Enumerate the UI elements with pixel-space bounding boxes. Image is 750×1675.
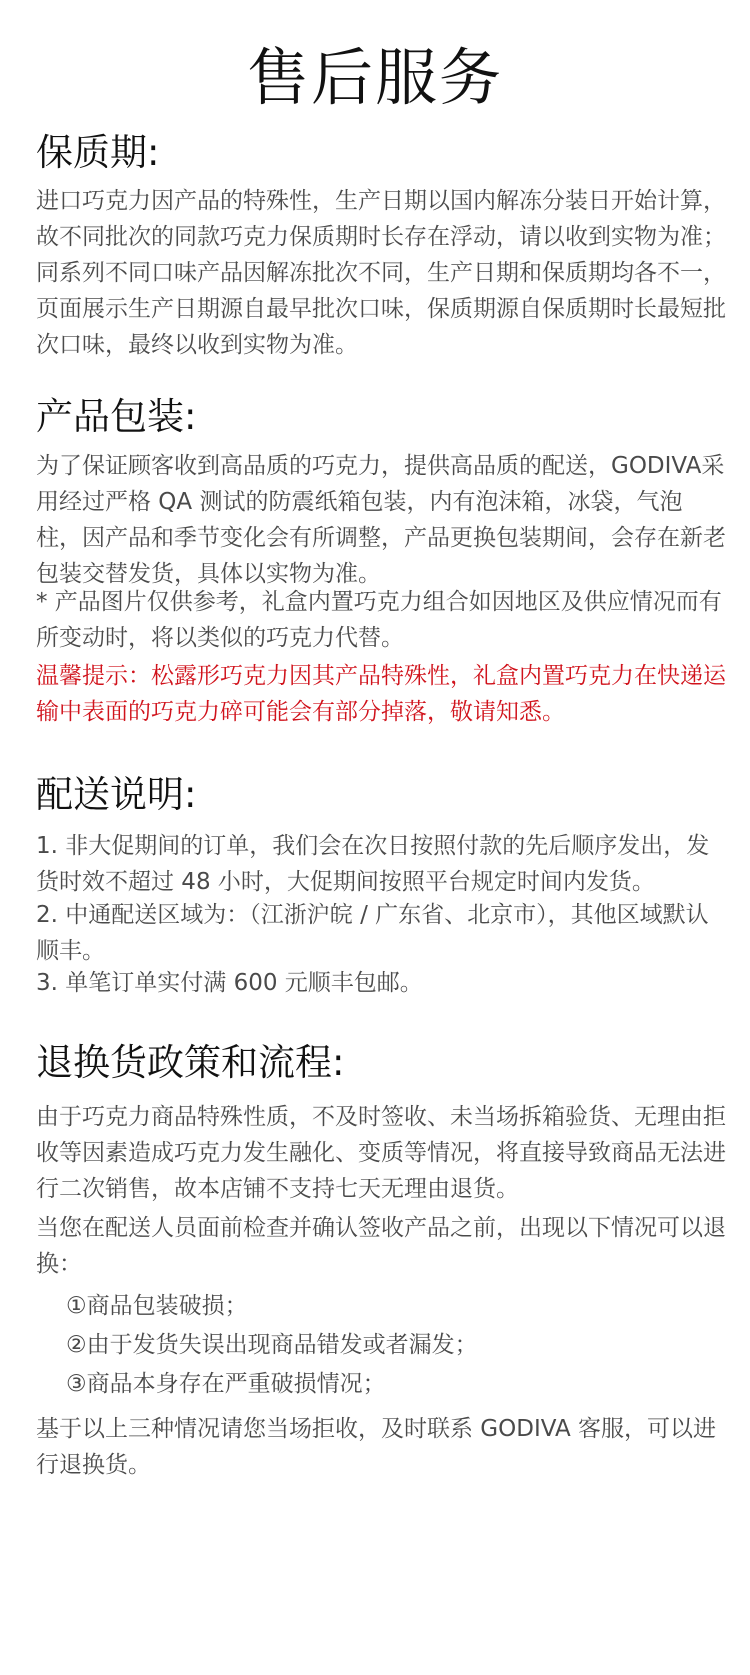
- shelf-life-heading: 保质期:: [36, 131, 160, 174]
- page-title: 售后服务: [246, 41, 503, 114]
- packaging-note: * 产品图片仅供参考，礼盒内置巧克力组合如因地区及供应情况而有所变动时，将以类似的巧克力代替。: [36, 589, 722, 651]
- delivery-item-2: 2. 中通配送区域为：（江浙沪皖 / 广东省、北京市），其他区域默认顺丰。: [36, 902, 709, 964]
- packaging-heading: 产品包装:: [36, 395, 197, 438]
- delivery-item-3: 3. 单笔订单实付满 600 元顺丰包邮。: [36, 970, 423, 996]
- returns-closing: 基于以上三种情况请您当场拒收，及时联系 GODIVA 客服，可以进行退换货。: [36, 1416, 717, 1478]
- returns-heading: 退换货政策和流程:: [36, 1041, 345, 1084]
- returns-condition-2: ②由于发货失误出现商品错发或者漏发；: [66, 1332, 478, 1358]
- packaging-warning: 温馨提示：松露形巧克力因其产品特殊性，礼盒内置巧克力在快递运输中表面的巧克力碎可能会有部分掉落，敬请知悉。: [36, 663, 726, 725]
- shelf-life-text: 进口巧克力因产品的特殊性，生产日期以国内解冻分装日开始计算，故不同批次的同款巧克力保质期时长存在浮动，请以收到实物为准；同系列不同口味产品因解冻批次不同，生产日期和保质期均各不一，页面展示生产日期源自最早批次口味，保质期源自保质期时长最短批次口味，最终以收到实物为准。: [36, 188, 726, 358]
- returns-intro: 由于巧克力商品特殊性质，不及时签收、未当场拆箱验货、无理由拒收等因素造成巧克力发生融化、变质等情况，将直接导致商品无法进行二次销售，故本店铺不支持七天无理由退货。: [36, 1104, 726, 1202]
- returns-condition-3: ③商品本身存在严重破损情况；: [66, 1371, 386, 1397]
- returns-condition-1: ①商品包装破损；: [66, 1293, 248, 1319]
- returns-condition-intro: 当您在配送人员面前检查并确认签收产品之前，出现以下情况可以退换：: [36, 1215, 726, 1277]
- packaging-text: 为了保证顾客收到高品质的巧克力，提供高品质的配送，GODIVA采用经过严格 QA 测试的防震纸箱包装，内有泡沫箱，冰袋，气泡柱，因产品和季节变化会有所调整，产品更换包装期间，会存在新老包装交替发货，具体以实物为准。: [36, 453, 726, 587]
- delivery-heading: 配送说明:: [36, 773, 197, 816]
- delivery-item-1: 1. 非大促期间的订单，我们会在次日按照付款的先后顺序发出，发货时效不超过 48 小时，大促期间按照平台规定时间内发货。: [36, 833, 710, 895]
